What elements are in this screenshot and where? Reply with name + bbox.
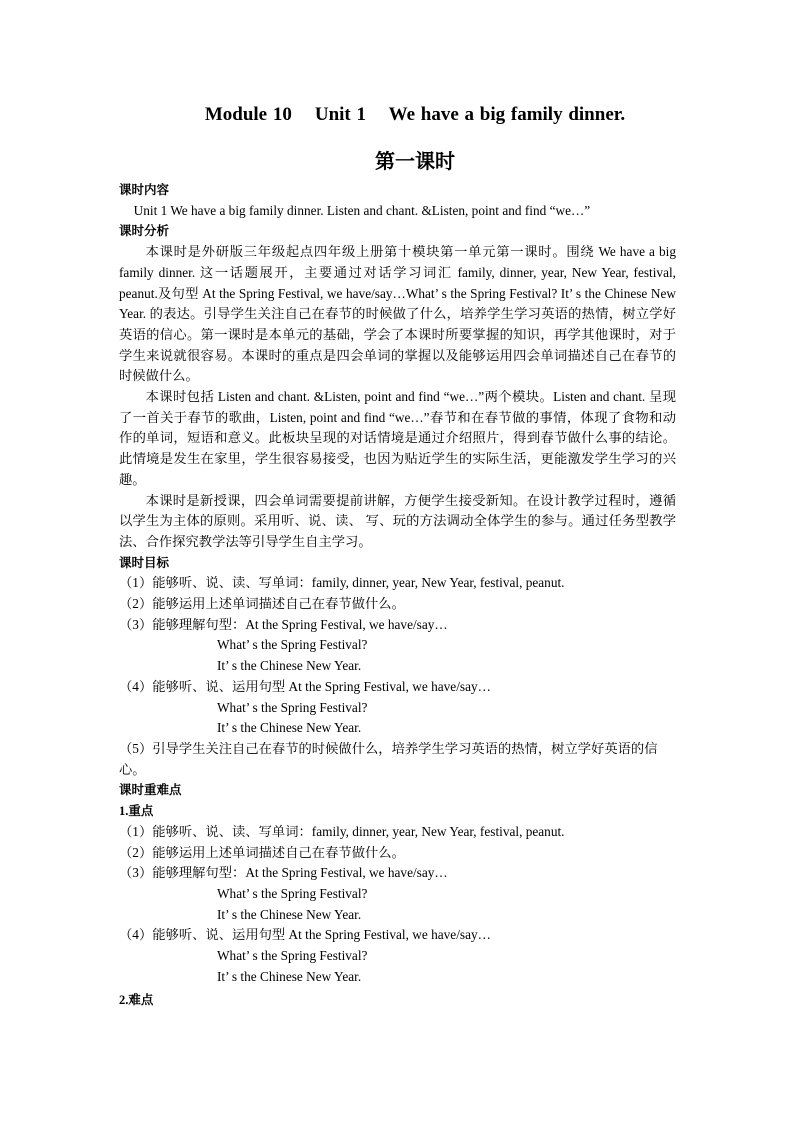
subheading-key-points: 1.重点 [119, 804, 154, 819]
content-line: Unit 1 We have a big family dinner. Listen and chant. &Listen, point and find “we…” [133, 202, 591, 218]
key-item-3: （3）能够理解句型：At the Spring Festival, we have/say… [119, 865, 448, 881]
key-item-4: （4）能够听、说、运用句型 At the Spring Festival, we have/say… [119, 927, 491, 943]
goal-sentence: It’ s the Chinese New Year. [217, 658, 362, 674]
key-sentence: It’ s the Chinese New Year. [217, 906, 362, 922]
page-title: Module 10 Unit 1 We have a big family dinner. [204, 104, 626, 125]
key-item-1: （1）能够听、说、读、写单词：family, dinner, year, New Year, festival, peanut. [119, 823, 565, 839]
key-sentence: What’ s the Spring Festival? [217, 885, 368, 901]
goal-sentence: What’ s the Spring Festival? [217, 637, 368, 653]
goal-sentence: It’ s the Chinese New Year. [217, 720, 362, 736]
goal-item-1: （1）能够听、说、读、写单词：family, dinner, year, New Year, festival, peanut. [119, 575, 565, 591]
goal-item-3: （3）能够理解句型：At the Spring Festival, we have/say… [119, 616, 448, 632]
section-heading-goals: 课时目标 [119, 555, 170, 570]
goal-sentence: What’ s the Spring Festival? [217, 699, 368, 715]
key-sentence: What’ s the Spring Festival? [217, 948, 368, 964]
section-heading-difficulty: 课时重难点 [119, 783, 182, 798]
goal-item-5: （5）引导学生关注自己在春节的时候做什么，培养学生学习英语的热情，树立学好英语的信心。 [119, 740, 658, 777]
goal-item-2: （2）能够运用上述单词描述自己在春节做什么。 [119, 596, 405, 612]
key-sentence: It’ s the Chinese New Year. [217, 968, 362, 984]
analysis-paragraph-3: 本课时是新授课，四会单词需要提前讲解，方便学生接受新知。在设计教学过程时，遵循以学生为主体的原则。采用听、说、读、 写、玩的方法调动全体学生的参与。通过任务型教学法、合作探究教学法等引导学生自主学习。 [119, 492, 676, 549]
subheading-difficult-points: 2.难点 [119, 993, 154, 1008]
section-heading-analysis: 课时分析 [119, 224, 170, 239]
document-body [119, 180, 676, 1011]
analysis-paragraph-2: 本课时包括 Listen and chant. &Listen, point and find “we…”两个模块。Listen and chant. 呈现了一首关于春节的歌曲，Listen, point and find “we…”春节和在春节做的事情，体现了食物和动作的单词，短语和意义。此板块呈现的对话情境是通过介绍照片，得到春节做什么事的结论。此情境是发生在家里，学生很容易接受，也因为贴近学生的实际生活，更能激发学生学习的兴趣。 [119, 389, 676, 487]
goal-item-4: （4）能够听、说、运用句型 At the Spring Festival, we have/say… [119, 678, 491, 694]
key-item-2: （2）能够运用上述单词描述自己在春节做什么。 [119, 844, 405, 860]
section-heading-content: 课时内容 [119, 183, 170, 197]
page-subtitle: 第一课时 [375, 151, 455, 173]
analysis-paragraph-1: 本课时是外研版三年级起点四年级上册第十模块第一单元第一课时。围绕 We have a big family dinner. 这一话题展开，主要通过对话学习词汇 family, dinner, year, New Year, festival, peanut.及句型 At the Spring Festival, we have/say…What’ s the Spring Festival? It’ s the Chinese New Year. 的表达。引导学生关注自己在春节的时候做了什么，培养学生学习英语的热情，树立学好英语的信心。第一课时是本单元的基础，学会了本课时所要掌握的知识，再学其他课时，对于学生来说就很容易。本课时的重点是四会单词的掌握以及能够运用四会单词描述自己在春节的时候做什么。 [119, 244, 676, 384]
